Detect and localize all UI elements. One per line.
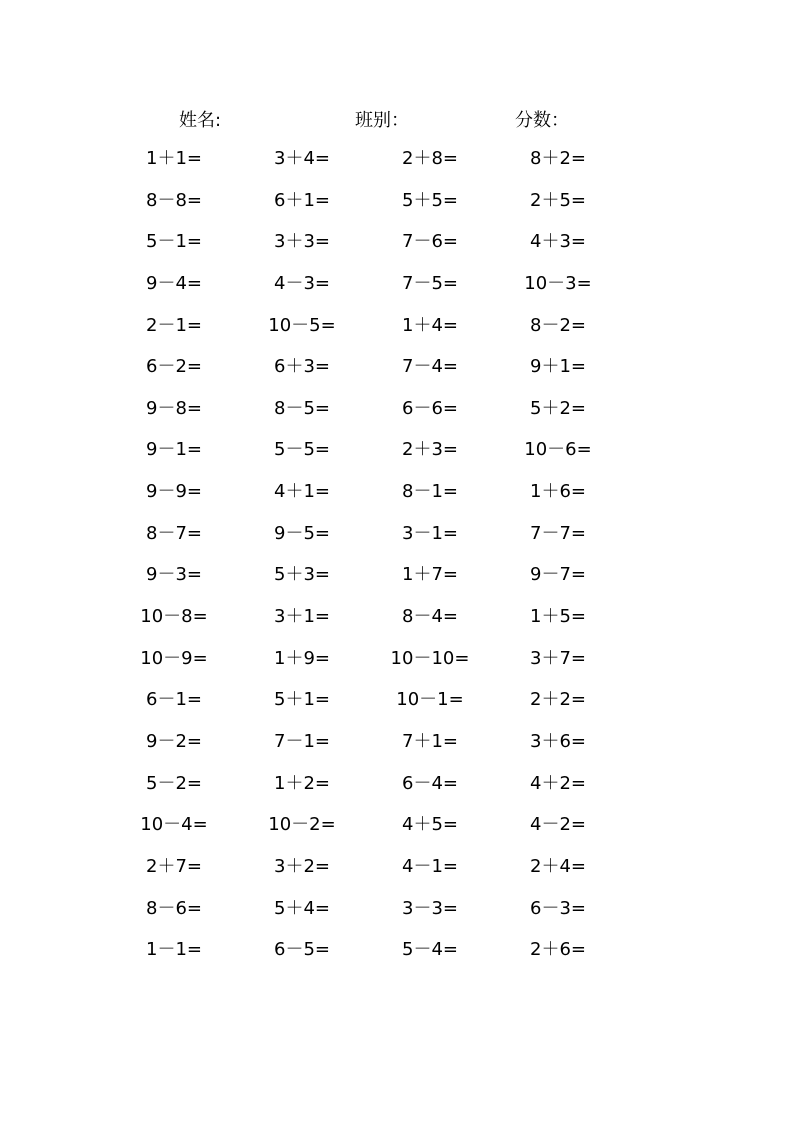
problem: 8－8= [146,189,202,211]
problem: 9－5= [274,522,330,544]
problem: 10－4= [140,814,208,836]
problem-row [110,896,622,938]
problem-row [110,729,622,771]
problem: 10－6= [524,439,592,461]
problem-row [110,354,622,396]
problem: 7＋1= [402,730,458,752]
worksheet-header [0,106,794,134]
problem: 8－7= [146,522,202,544]
problem: 10－9= [140,647,208,669]
problem: 1＋2= [274,772,330,794]
score-label: 分数： [515,110,569,131]
problem-row [110,687,622,729]
problem: 1－1= [146,939,202,961]
problem: 6－5= [274,939,330,961]
problem: 2＋3= [402,439,458,461]
problem: 4＋2= [530,772,586,794]
problem: 9－3= [146,564,202,586]
problem: 3＋1= [274,606,330,628]
problem: 3＋3= [274,231,330,253]
problem: 7－1= [274,730,330,752]
problem: 3＋7= [530,647,586,669]
problem: 5＋4= [274,897,330,919]
problem-row [110,521,622,563]
problem: 6－3= [530,897,586,919]
problem-row [110,229,622,271]
problem: 2＋5= [530,189,586,211]
problem: 8－5= [274,397,330,419]
problem: 4＋1= [274,481,330,503]
problem: 3＋4= [274,148,330,169]
problem-row [110,604,622,646]
problem: 6＋1= [274,189,330,211]
problem: 7－7= [530,522,586,544]
problem-grid [110,146,622,979]
problem: 8－2= [530,314,586,336]
problem: 10－3= [524,272,592,294]
problem: 1＋9= [274,647,330,669]
problem: 8－6= [146,897,202,919]
problem: 5－4= [402,939,458,961]
problem: 4－3= [274,272,330,294]
problem: 2＋2= [530,689,586,711]
problem-row [110,854,622,896]
problem: 6－2= [146,356,202,378]
problem: 10－1= [396,689,464,711]
problem: 3－3= [402,897,458,919]
problem: 2＋7= [146,855,202,877]
problem-row [110,146,622,188]
problem-row [110,396,622,438]
problem: 8－4= [402,606,458,628]
problem: 9－4= [146,272,202,294]
problem: 2＋4= [530,855,586,877]
problem-row [110,271,622,313]
problem-row [110,313,622,355]
name-label: 姓名: [179,110,222,131]
problem: 5＋3= [274,564,330,586]
class-label: 班别： [355,110,409,131]
problem: 9－9= [146,481,202,503]
problem: 1＋1= [146,148,202,169]
problem: 6＋3= [274,356,330,378]
problem: 4－2= [530,814,586,836]
problem: 6－1= [146,689,202,711]
problem-row [110,437,622,479]
problem: 2－1= [146,314,202,336]
problem: 7－4= [402,356,458,378]
problem-row [110,771,622,813]
problem-row [110,562,622,604]
problem: 7－5= [402,272,458,294]
problem: 7－6= [402,231,458,253]
problem: 5＋5= [402,189,458,211]
problem: 5－2= [146,772,202,794]
problem: 10－10= [390,647,470,669]
problem: 3＋2= [274,855,330,877]
problem: 5＋2= [530,397,586,419]
problem-row [110,479,622,521]
problem: 6－4= [402,772,458,794]
problem: 3－1= [402,522,458,544]
problem: 1＋4= [402,314,458,336]
problem: 10－5= [268,314,336,336]
problem: 5－5= [274,439,330,461]
problem: 4－1= [402,855,458,877]
problem: 9－2= [146,730,202,752]
problem: 1＋7= [402,564,458,586]
problem: 3＋6= [530,730,586,752]
problem: 10－2= [268,814,336,836]
problem: 8－1= [402,481,458,503]
problem: 4＋5= [402,814,458,836]
problem: 9－8= [146,397,202,419]
problem: 5－1= [146,231,202,253]
problem: 9＋1= [530,356,586,378]
problem-row [110,812,622,854]
problem: 1＋6= [530,481,586,503]
problem: 10－8= [140,606,208,628]
problem: 1＋5= [530,606,586,628]
problem: 8＋2= [530,148,586,169]
problem: 5＋1= [274,689,330,711]
problem-row [110,646,622,688]
problem: 9－1= [146,439,202,461]
problem: 4＋3= [530,231,586,253]
problem: 2＋8= [402,148,458,169]
problem: 2＋6= [530,939,586,961]
problem-row [110,937,622,979]
problem: 6－6= [402,397,458,419]
problem-row [110,188,622,230]
problem: 9－7= [530,564,586,586]
